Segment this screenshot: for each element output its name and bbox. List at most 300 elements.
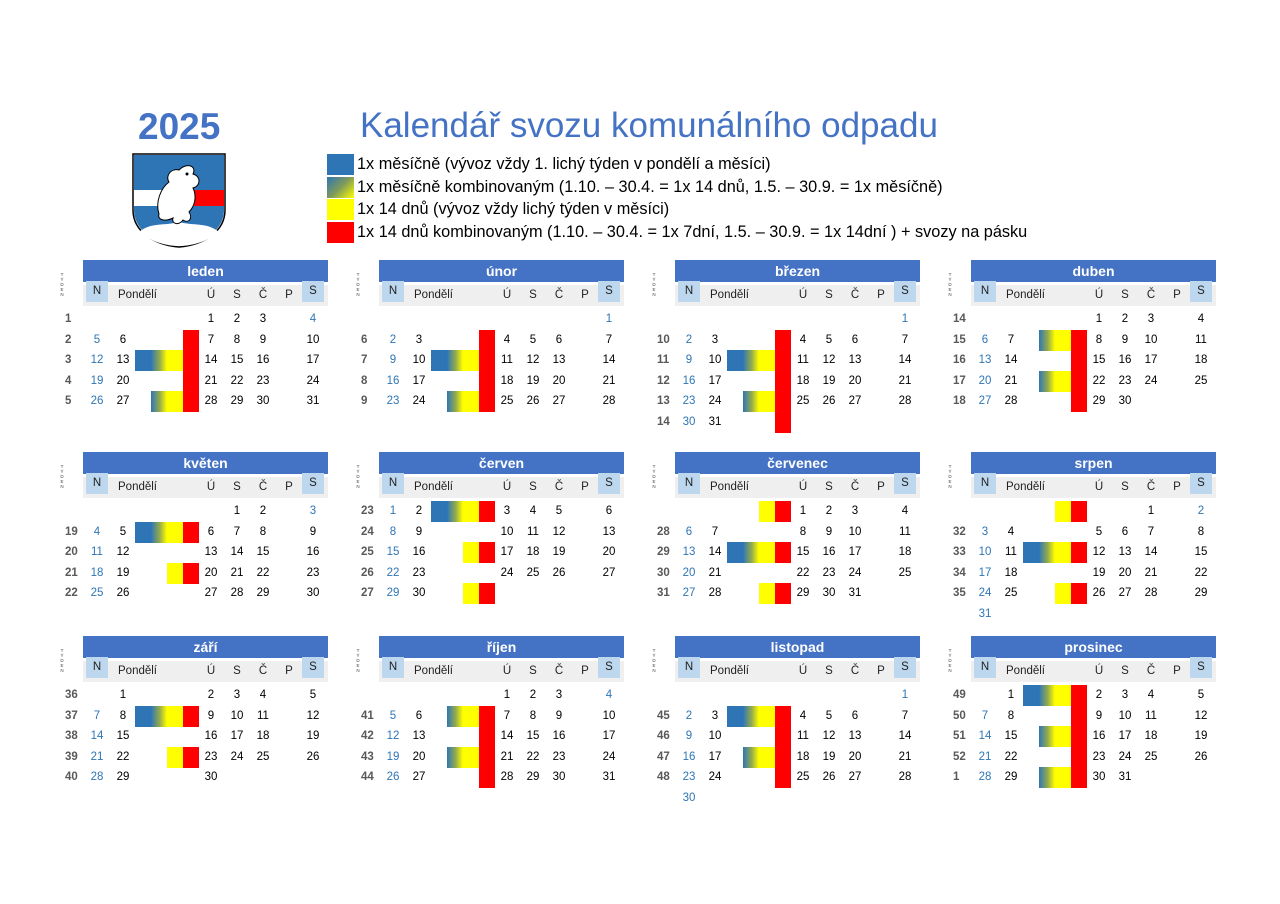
day-cell: 18 xyxy=(526,546,540,558)
day-cell: 13 xyxy=(116,354,130,366)
day-cell: 17 xyxy=(602,730,616,742)
day-cell: 17 xyxy=(306,354,320,366)
day-cell: 27 xyxy=(412,771,426,783)
year-heading: 2025 xyxy=(138,106,221,147)
day-cell: 4 xyxy=(1197,313,1205,325)
pickup-mark-biweekly xyxy=(1055,726,1071,747)
day-cell: 5 xyxy=(529,333,537,346)
day-cell: 26 xyxy=(386,771,400,783)
day-cell: 30 xyxy=(1092,771,1106,783)
day-header-n: N xyxy=(974,281,996,302)
day-header-pa: P xyxy=(581,665,589,677)
day-cell: 21 xyxy=(898,374,912,387)
day-cell: 11 xyxy=(91,546,103,558)
day-cell: 4 xyxy=(799,709,807,722)
day-cell: 14 xyxy=(1144,546,1158,558)
day-cell: 8 xyxy=(1197,525,1205,538)
day-header-pon: Pondělí xyxy=(1006,665,1046,677)
day-cell: 27 xyxy=(978,395,992,407)
pickup-mark-weekly xyxy=(183,391,199,412)
day-cell: 12 xyxy=(822,730,836,742)
pickup-mark-weekly xyxy=(479,330,495,351)
day-cell: 25 xyxy=(898,566,912,579)
day-cell: 25 xyxy=(796,395,810,407)
day-cell: 10 xyxy=(978,546,992,558)
week-number: 42 xyxy=(361,730,374,742)
day-header-so: S xyxy=(1190,281,1212,302)
day-cell: 5 xyxy=(825,709,833,722)
day-header-pon: Pondělí xyxy=(414,481,454,493)
day-cell: 19 xyxy=(1194,730,1208,742)
day-cell: 6 xyxy=(207,525,215,538)
day-cell: 5 xyxy=(1095,525,1103,538)
day-header-pa: P xyxy=(1173,481,1181,493)
day-header-ct: Č xyxy=(258,289,268,301)
day-cell: 13 xyxy=(412,730,426,742)
day-header-row xyxy=(675,477,920,498)
pickup-mark-biweekly xyxy=(463,350,479,371)
day-cell: 15 xyxy=(256,546,270,558)
day-cell: 9 xyxy=(309,525,317,538)
day-cell: 2 xyxy=(259,505,267,517)
day-header-ct: Č xyxy=(258,665,268,677)
pickup-mark-weekly xyxy=(479,501,495,522)
pickup-mark-weekly xyxy=(183,747,199,768)
day-cell: 9 xyxy=(1095,709,1103,722)
day-cell: 3 xyxy=(711,709,719,722)
week-number: 10 xyxy=(657,333,670,346)
week-column-label: T Ý D E N xyxy=(60,272,64,297)
day-cell: 3 xyxy=(1121,689,1129,701)
month-block-březen xyxy=(649,260,912,430)
day-cell: 20 xyxy=(602,546,616,558)
day-cell: 20 xyxy=(1118,566,1132,579)
day-cell: 10 xyxy=(306,333,320,346)
day-cell: 19 xyxy=(822,374,836,387)
day-cell: 15 xyxy=(1092,354,1106,366)
day-cell: 10 xyxy=(708,730,722,742)
day-cell: 23 xyxy=(682,771,696,783)
week-number: 41 xyxy=(361,709,374,722)
day-header-pon: Pondělí xyxy=(414,665,454,677)
day-header-st: S xyxy=(825,481,833,493)
pickup-mark-weekly xyxy=(775,350,791,371)
day-cell: 17 xyxy=(1144,354,1158,366)
day-header-pon: Pondělí xyxy=(710,481,750,493)
day-header-ct: Č xyxy=(850,289,860,301)
legend-text: 1x měsíčně (vývoz vždy 1. lichý týden v pondělí a měsíci) xyxy=(357,155,771,173)
day-cell: 23 xyxy=(552,750,566,763)
day-cell: 27 xyxy=(552,395,566,407)
week-number: 15 xyxy=(953,333,966,346)
day-header-n: N xyxy=(86,657,108,678)
day-cell: 20 xyxy=(978,374,992,387)
day-header-pa: P xyxy=(581,481,589,493)
day-cell: 11 xyxy=(797,354,809,366)
week-column-label: T Ý D E N xyxy=(652,464,656,489)
month-block-červen xyxy=(353,452,616,622)
day-header-n: N xyxy=(678,281,700,302)
day-cell: 18 xyxy=(256,730,270,742)
pickup-mark-monthly xyxy=(431,501,447,522)
day-cell: 1 xyxy=(207,313,215,325)
legend-swatch-biweekly xyxy=(327,199,354,220)
month-header: leden xyxy=(83,260,328,282)
day-cell: 17 xyxy=(412,374,426,387)
day-cell: 16 xyxy=(552,730,566,742)
pickup-mark-weekly xyxy=(183,330,199,351)
day-header-pa: P xyxy=(1173,665,1181,677)
pickup-mark-biweekly xyxy=(759,583,775,604)
day-cell: 23 xyxy=(306,566,320,579)
day-header-pa: P xyxy=(285,665,293,677)
week-number: 14 xyxy=(953,313,966,325)
day-cell: 22 xyxy=(1004,750,1018,763)
day-header-ct: Č xyxy=(554,665,564,677)
day-header-ut: Ú xyxy=(798,289,808,301)
pickup-mark-biweekly xyxy=(463,747,479,768)
pickup-mark-weekly xyxy=(1071,371,1087,392)
week-number: 9 xyxy=(361,395,368,407)
week-column-label: T Ý D E N xyxy=(356,464,360,489)
day-cell: 17 xyxy=(708,374,722,387)
day-cell: 26 xyxy=(552,566,566,579)
day-cell: 25 xyxy=(1144,750,1158,763)
day-cell: 14 xyxy=(1004,354,1018,366)
pickup-mark-combo xyxy=(151,350,167,371)
day-cell: 26 xyxy=(306,750,320,763)
day-header-ut: Ú xyxy=(798,481,808,493)
day-cell: 2 xyxy=(1095,689,1103,701)
pickup-mark-weekly xyxy=(775,330,791,351)
pickup-mark-weekly xyxy=(775,583,791,604)
day-cell: 18 xyxy=(1194,354,1208,366)
day-cell: 5 xyxy=(1197,689,1205,701)
pickup-mark-weekly xyxy=(1071,747,1087,768)
week-number: 32 xyxy=(953,525,966,538)
day-header-pon: Pondělí xyxy=(118,481,158,493)
day-cell: 28 xyxy=(1004,395,1018,407)
day-cell: 7 xyxy=(503,709,511,722)
day-cell: 7 xyxy=(901,333,909,346)
day-cell: 24 xyxy=(1118,750,1132,763)
day-header-ct: Č xyxy=(554,289,564,301)
week-column-label: T Ý D E N xyxy=(60,464,64,489)
week-number: 12 xyxy=(657,374,670,387)
day-cell: 21 xyxy=(708,566,722,579)
month-block-listopad xyxy=(649,636,912,806)
pickup-mark-weekly xyxy=(775,371,791,392)
legend-swatch-combo xyxy=(327,177,354,198)
day-cell: 22 xyxy=(526,750,540,763)
pickup-mark-weekly xyxy=(775,726,791,747)
day-cell: 19 xyxy=(116,566,130,579)
day-cell: 11 xyxy=(1195,333,1207,346)
day-cell: 6 xyxy=(415,709,423,722)
day-cell: 6 xyxy=(685,525,693,538)
day-cell: 10 xyxy=(848,525,862,538)
pickup-mark-weekly xyxy=(1071,726,1087,747)
day-cell: 3 xyxy=(309,505,317,517)
month-header: prosinec xyxy=(971,636,1216,658)
week-number: 33 xyxy=(953,546,966,558)
day-cell: 12 xyxy=(1092,546,1106,558)
pickup-mark-combo xyxy=(447,706,463,727)
pickup-mark-weekly xyxy=(479,767,495,788)
week-number: 17 xyxy=(953,374,966,387)
day-cell: 17 xyxy=(978,566,992,579)
pickup-mark-combo xyxy=(743,747,759,768)
day-cell: 13 xyxy=(682,546,696,558)
day-header-pa: P xyxy=(581,289,589,301)
week-number: 40 xyxy=(65,771,78,783)
day-cell: 28 xyxy=(90,771,104,783)
day-cell: 22 xyxy=(230,374,244,387)
month-block-květen xyxy=(57,452,320,622)
day-header-pon: Pondělí xyxy=(414,289,454,301)
day-cell: 9 xyxy=(1121,333,1129,346)
day-header-ct: Č xyxy=(1146,481,1156,493)
day-cell: 28 xyxy=(898,771,912,783)
day-cell: 10 xyxy=(412,354,426,366)
day-cell: 20 xyxy=(412,750,426,763)
day-cell: 14 xyxy=(90,730,104,742)
day-cell: 25 xyxy=(796,771,810,783)
pickup-mark-weekly xyxy=(479,747,495,768)
day-cell: 9 xyxy=(685,354,693,366)
pickup-mark-combo xyxy=(1039,726,1055,747)
day-header-ct: Č xyxy=(850,481,860,493)
day-cell: 31 xyxy=(978,607,992,620)
day-cell: 1 xyxy=(389,505,397,517)
day-cell: 4 xyxy=(1147,689,1155,701)
day-cell: 2 xyxy=(1121,313,1129,325)
day-cell: 13 xyxy=(552,354,566,366)
day-header-pa: P xyxy=(877,665,885,677)
week-number: 38 xyxy=(65,730,78,742)
month-header: září xyxy=(83,636,328,658)
day-header-n: N xyxy=(86,473,108,494)
day-header-row xyxy=(971,661,1216,682)
day-cell: 1 xyxy=(605,313,613,325)
pickup-mark-biweekly xyxy=(463,706,479,727)
week-number: 21 xyxy=(65,566,78,579)
pickup-mark-combo xyxy=(1039,542,1055,563)
day-cell: 10 xyxy=(602,709,616,722)
day-cell: 29 xyxy=(1194,587,1208,599)
day-header-so: S xyxy=(894,281,916,302)
day-cell: 30 xyxy=(204,771,218,783)
pickup-mark-weekly xyxy=(1071,501,1087,522)
day-cell: 3 xyxy=(981,525,989,538)
day-cell: 29 xyxy=(526,771,540,783)
day-cell: 28 xyxy=(708,587,722,599)
day-cell: 26 xyxy=(90,395,104,407)
pickup-mark-combo xyxy=(151,706,167,727)
pickup-mark-monthly xyxy=(135,706,151,727)
day-cell: 28 xyxy=(500,771,514,783)
day-cell: 1 xyxy=(901,313,909,325)
day-cell: 30 xyxy=(682,791,696,804)
day-cell: 15 xyxy=(796,546,810,558)
day-header-pon: Pondělí xyxy=(118,289,158,301)
day-header-st: S xyxy=(529,481,537,493)
week-number: 30 xyxy=(657,566,670,579)
day-header-row xyxy=(675,661,920,682)
week-number: 23 xyxy=(361,505,374,517)
day-cell: 7 xyxy=(93,709,101,722)
day-cell: 31 xyxy=(708,415,722,428)
week-number: 31 xyxy=(657,587,670,599)
day-header-n: N xyxy=(382,281,404,302)
pickup-mark-weekly xyxy=(183,350,199,371)
day-header-ut: Ú xyxy=(502,665,512,677)
day-cell: 29 xyxy=(230,395,244,407)
day-cell: 24 xyxy=(708,771,722,783)
day-header-st: S xyxy=(825,289,833,301)
week-number: 25 xyxy=(361,546,374,558)
day-cell: 21 xyxy=(602,374,616,387)
day-cell: 4 xyxy=(259,689,267,701)
day-cell: 3 xyxy=(415,333,423,346)
day-cell: 3 xyxy=(259,313,267,325)
day-cell: 25 xyxy=(526,566,540,579)
day-cell: 5 xyxy=(555,505,563,517)
week-column-label: T Ý D E N xyxy=(60,648,64,673)
day-cell: 11 xyxy=(501,354,513,366)
day-cell: 29 xyxy=(1004,771,1018,783)
day-cell: 24 xyxy=(978,587,992,599)
day-cell: 26 xyxy=(822,395,836,407)
day-header-so: S xyxy=(598,657,620,678)
day-header-row xyxy=(83,477,328,498)
pickup-mark-weekly xyxy=(479,391,495,412)
day-header-ut: Ú xyxy=(1094,665,1104,677)
pickup-mark-biweekly xyxy=(463,501,479,522)
day-cell: 5 xyxy=(389,709,397,722)
week-column-label: T Ý D E N xyxy=(948,272,952,297)
day-cell: 30 xyxy=(822,587,836,599)
day-cell: 12 xyxy=(526,354,540,366)
pickup-mark-combo xyxy=(151,391,167,412)
day-cell: 30 xyxy=(552,771,566,783)
pickup-mark-weekly xyxy=(183,371,199,392)
day-header-ct: Č xyxy=(850,665,860,677)
day-cell: 17 xyxy=(848,546,862,558)
day-cell: 19 xyxy=(1092,566,1106,579)
day-cell: 23 xyxy=(1118,374,1132,387)
pickup-mark-weekly xyxy=(775,412,791,433)
day-cell: 21 xyxy=(978,750,992,763)
day-cell: 24 xyxy=(1144,374,1158,387)
pickup-mark-biweekly xyxy=(463,391,479,412)
day-cell: 1 xyxy=(119,689,127,701)
week-number: 11 xyxy=(657,354,670,366)
week-number: 35 xyxy=(953,587,966,599)
month-header: březen xyxy=(675,260,920,282)
day-cell: 16 xyxy=(386,374,400,387)
day-cell: 25 xyxy=(90,587,104,599)
day-cell: 1 xyxy=(799,505,807,517)
day-cell: 8 xyxy=(259,525,267,538)
day-header-n: N xyxy=(382,473,404,494)
day-header-row xyxy=(83,285,328,306)
day-cell: 8 xyxy=(799,525,807,538)
day-cell: 10 xyxy=(1118,709,1132,722)
month-header: duben xyxy=(971,260,1216,282)
day-cell: 7 xyxy=(233,525,241,538)
day-cell: 4 xyxy=(529,505,537,517)
day-cell: 19 xyxy=(386,750,400,763)
week-number: 46 xyxy=(657,730,670,742)
day-cell: 20 xyxy=(552,374,566,387)
day-cell: 19 xyxy=(306,730,320,742)
month-block-srpen xyxy=(945,452,1208,622)
day-cell: 11 xyxy=(1145,709,1157,722)
day-cell: 29 xyxy=(796,587,810,599)
day-cell: 13 xyxy=(602,525,616,538)
day-cell: 26 xyxy=(1194,750,1208,763)
day-cell: 16 xyxy=(822,546,836,558)
day-cell: 27 xyxy=(848,395,862,407)
day-cell: 16 xyxy=(1092,730,1106,742)
day-cell: 2 xyxy=(685,709,693,722)
pickup-mark-biweekly xyxy=(1055,501,1071,522)
day-cell: 1 xyxy=(1147,505,1155,517)
day-cell: 16 xyxy=(1118,354,1132,366)
day-cell: 28 xyxy=(1144,587,1158,599)
day-cell: 15 xyxy=(386,546,400,558)
day-cell: 23 xyxy=(1092,750,1106,763)
pickup-mark-weekly xyxy=(479,371,495,392)
day-header-so: S xyxy=(302,473,324,494)
day-header-n: N xyxy=(974,473,996,494)
day-cell: 8 xyxy=(1007,709,1015,722)
day-cell: 12 xyxy=(116,546,130,558)
day-cell: 28 xyxy=(230,587,244,599)
month-header: srpen xyxy=(971,452,1216,474)
day-cell: 5 xyxy=(119,525,127,538)
day-cell: 16 xyxy=(682,374,696,387)
day-cell: 7 xyxy=(981,709,989,722)
week-column-label: T Ý D E N xyxy=(356,272,360,297)
day-cell: 6 xyxy=(605,505,613,517)
day-cell: 19 xyxy=(526,374,540,387)
pickup-mark-monthly xyxy=(431,350,447,371)
day-header-ut: Ú xyxy=(798,665,808,677)
pickup-mark-combo xyxy=(447,747,463,768)
day-cell: 12 xyxy=(90,354,104,366)
day-cell: 27 xyxy=(116,395,130,407)
day-cell: 7 xyxy=(207,333,215,346)
pickup-mark-combo xyxy=(447,501,463,522)
pickup-mark-weekly xyxy=(479,706,495,727)
day-header-row xyxy=(379,661,624,682)
day-header-so: S xyxy=(894,657,916,678)
day-cell: 27 xyxy=(204,587,218,599)
day-header-pon: Pondělí xyxy=(1006,289,1046,301)
day-cell: 21 xyxy=(1004,374,1018,387)
day-cell: 4 xyxy=(503,333,511,346)
day-cell: 28 xyxy=(978,771,992,783)
day-cell: 1 xyxy=(503,689,511,701)
day-cell: 11 xyxy=(797,730,809,742)
pickup-mark-weekly xyxy=(1071,350,1087,371)
day-header-pa: P xyxy=(877,481,885,493)
day-cell: 2 xyxy=(389,333,397,346)
day-cell: 16 xyxy=(306,546,320,558)
pickup-mark-biweekly xyxy=(463,583,479,604)
